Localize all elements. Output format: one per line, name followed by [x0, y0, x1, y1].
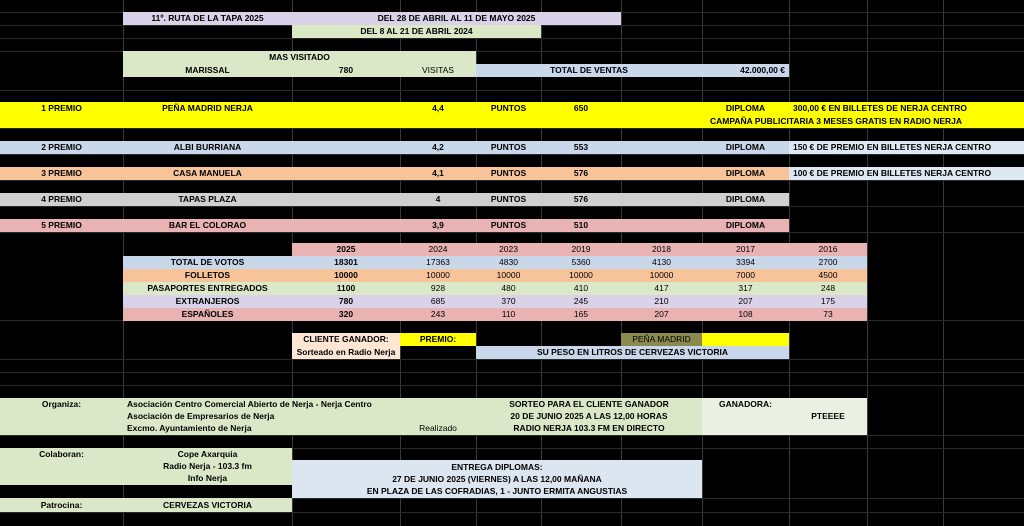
winner-label[interactable]: GANADORA:: [719, 399, 772, 410]
stats-year-header[interactable]: 2024: [400, 243, 476, 256]
stats-cell[interactable]: 10000: [541, 269, 621, 282]
stats-cell[interactable]: 10000: [476, 269, 541, 282]
prize-1-award[interactable]: DIPLOMA: [725, 103, 766, 114]
prize-1-extra-2[interactable]: CAMPAÑA PUBLICITARIA 3 MESES GRATIS EN RADIO NERJA: [709, 116, 963, 127]
prize-4-award[interactable]: DIPLOMA: [725, 194, 766, 205]
raffle-line-1[interactable]: SORTEO PARA EL CLIENTE GANADOR: [509, 399, 669, 410]
row-line: [0, 90, 1024, 91]
delivery-line-3[interactable]: EN PLAZA DE LAS COFRADIAS, 1 - JUNTO ERMITA ANGUSTIAS: [366, 485, 628, 496]
prize-1-score[interactable]: 4,4: [432, 103, 444, 114]
prize-2-votes[interactable]: 553: [573, 142, 589, 153]
prize-4-name[interactable]: TAPAS PLAZA: [178, 194, 237, 205]
prize-3-votes[interactable]: 576: [573, 168, 589, 179]
stats-cell[interactable]: 165: [541, 308, 621, 321]
client-prize-label[interactable]: PREMIO:: [400, 333, 476, 346]
row-line: [0, 512, 1024, 513]
sponsor-label[interactable]: Patrocina:: [40, 499, 83, 510]
most-visited-label[interactable]: MAS VISITADO: [123, 51, 476, 64]
event-dates-2024[interactable]: DEL 8 AL 21 DE ABRIL 2024: [292, 25, 541, 38]
stats-cell[interactable]: 928: [400, 282, 476, 295]
collaborator-1[interactable]: Cope Axarquia: [177, 449, 238, 460]
organize-label[interactable]: Organiza:: [41, 399, 82, 410]
prize-2-score[interactable]: 4,2: [432, 142, 444, 153]
stats-cell[interactable]: 245: [541, 295, 621, 308]
raffle-label[interactable]: Sorteado en Radio Nerja: [292, 346, 400, 359]
stats-cell[interactable]: 480: [476, 282, 541, 295]
row-line: [0, 206, 1024, 207]
stats-row-label[interactable]: EXTRANJEROS: [123, 295, 292, 308]
stats-year-header[interactable]: 2016: [789, 243, 867, 256]
stats-cell[interactable]: 7000: [702, 269, 789, 282]
raffle-line-3[interactable]: RADIO NERJA 103.3 FM EN DIRECTO: [513, 423, 665, 434]
row-line: [0, 38, 1024, 39]
row-line: [0, 435, 1024, 436]
stats-cell[interactable]: 210: [621, 295, 702, 308]
delivery-line-1[interactable]: ENTREGA DIPLOMAS:: [451, 461, 543, 472]
stats-cell[interactable]: 1100: [292, 282, 400, 295]
prize-5-name[interactable]: BAR EL COLORAO: [168, 220, 247, 231]
stats-cell[interactable]: 780: [292, 295, 400, 308]
prize-3-extra[interactable]: 100 € DE PREMIO EN BILLETES NERJA CENTRO: [789, 167, 1024, 180]
client-winner-label[interactable]: CLIENTE GANADOR:: [292, 333, 400, 346]
prize-2-name[interactable]: ALBI BURRIANA: [173, 142, 242, 153]
prize-2-extra[interactable]: 150 € DE PREMIO EN BILLETES NERJA CENTRO: [789, 141, 1024, 154]
most-visited-name[interactable]: MARISSAL: [123, 64, 292, 77]
prize-5-award[interactable]: DIPLOMA: [725, 220, 766, 231]
prize-5-points-label[interactable]: PUNTOS: [490, 220, 527, 231]
prize-2-rank[interactable]: 2 PREMIO: [41, 142, 82, 153]
prize-5-votes[interactable]: 510: [573, 220, 589, 231]
stats-cell[interactable]: 207: [621, 308, 702, 321]
stats-cell[interactable]: 10000: [292, 269, 400, 282]
stats-cell[interactable]: 320: [292, 308, 400, 321]
prize-4-score[interactable]: 4: [435, 194, 441, 205]
stats-cell[interactable]: 4130: [621, 256, 702, 269]
client-winner-value[interactable]: PEÑA MADRID: [621, 333, 702, 346]
prize-2-points-label[interactable]: PUNTOS: [490, 142, 527, 153]
stats-cell[interactable]: 110: [476, 308, 541, 321]
total-sales-label[interactable]: TOTAL DE VENTAS: [476, 64, 702, 77]
row-line: [0, 232, 1024, 233]
stats-cell[interactable]: 175: [789, 295, 867, 308]
prize-3-points-label[interactable]: PUNTOS: [490, 168, 527, 179]
row-line: [0, 180, 1024, 181]
organizer-3[interactable]: Excmo. Ayuntamiento de Nerja: [127, 423, 252, 434]
stats-cell[interactable]: 10000: [621, 269, 702, 282]
collaborate-label[interactable]: Colaboran:: [39, 449, 84, 460]
collaborator-2[interactable]: Radio Nerja - 103.3 fm: [163, 461, 252, 472]
prize-1-votes[interactable]: 650: [573, 103, 589, 114]
stats-year-header[interactable]: 2019: [541, 243, 621, 256]
prize-3-rank[interactable]: 3 PREMIO: [41, 168, 82, 179]
client-prize-value[interactable]: SU PESO EN LITROS DE CERVEZAS VICTORIA: [476, 346, 789, 359]
prize-2-award[interactable]: DIPLOMA: [725, 142, 766, 153]
total-sales-value[interactable]: 42.000,00 €: [702, 64, 789, 77]
stats-cell[interactable]: 4830: [476, 256, 541, 269]
stats-cell[interactable]: 248: [789, 282, 867, 295]
stats-year-header[interactable]: 2023: [476, 243, 541, 256]
raffle-line-2[interactable]: 20 DE JUNIO 2025 A LAS 12,00 HORAS: [510, 411, 668, 422]
stats-cell[interactable]: 2700: [789, 256, 867, 269]
visits-label[interactable]: VISITAS: [400, 64, 476, 77]
client-winner-highlight: [702, 333, 789, 346]
row-line: [0, 385, 1024, 386]
row-line: [0, 128, 1024, 129]
stats-cell[interactable]: 410: [541, 282, 621, 295]
stats-row-label[interactable]: PASAPORTES ENTREGADOS: [123, 282, 292, 295]
prize-3-score[interactable]: 4,1: [432, 168, 444, 179]
event-dates-2025[interactable]: DEL 28 DE ABRIL AL 11 DE MAYO 2025: [292, 12, 621, 25]
prize-3-award[interactable]: DIPLOMA: [725, 168, 766, 179]
stats-cell[interactable]: 243: [400, 308, 476, 321]
row-line: [0, 359, 1024, 360]
stats-year-header[interactable]: 2018: [621, 243, 702, 256]
prize-5-score[interactable]: 3,9: [432, 220, 444, 231]
stats-row-label[interactable]: TOTAL DE VOTOS: [123, 256, 292, 269]
prize-3-name[interactable]: CASA MANUELA: [173, 168, 242, 179]
stats-cell[interactable]: 10000: [400, 269, 476, 282]
stats-cell[interactable]: 73: [789, 308, 867, 321]
event-title[interactable]: 11º. RUTA DE LA TAPA 2025: [123, 12, 292, 25]
stats-cell[interactable]: 417: [621, 282, 702, 295]
stats-cell[interactable]: 370: [476, 295, 541, 308]
prize-1-rank[interactable]: 1 PREMIO: [41, 103, 82, 114]
prize-1-name[interactable]: PEÑA MADRID NERJA: [162, 103, 253, 114]
stats-row-label[interactable]: ESPAÑOLES: [123, 308, 292, 321]
row-line: [0, 372, 1024, 373]
stats-cell[interactable]: 18301: [292, 256, 400, 269]
stats-cell[interactable]: 317: [702, 282, 789, 295]
winner-value[interactable]: PTEEEE: [811, 411, 845, 422]
sponsor-name[interactable]: CERVEZAS VICTORIA: [163, 499, 252, 510]
stats-cell[interactable]: 108: [702, 308, 789, 321]
organizer-1[interactable]: Asociación Centro Comercial Abierto de Nerja - Nerja Centro: [127, 399, 372, 410]
stats-cell[interactable]: 3394: [702, 256, 789, 269]
prize-4-points-label[interactable]: PUNTOS: [490, 194, 527, 205]
stats-cell[interactable]: 5360: [541, 256, 621, 269]
most-visited-count[interactable]: 780: [292, 64, 400, 77]
stats-row-label[interactable]: FOLLETOS: [123, 269, 292, 282]
collaborator-3[interactable]: Info Nerja: [187, 473, 228, 484]
prize-4-rank[interactable]: 4 PREMIO: [41, 194, 82, 205]
prize-1-points-label[interactable]: PUNTOS: [490, 103, 527, 114]
stats-cell[interactable]: 207: [702, 295, 789, 308]
realizado-label[interactable]: Realizado: [419, 423, 457, 434]
stats-cell[interactable]: 685: [400, 295, 476, 308]
stats-cell[interactable]: 17363: [400, 256, 476, 269]
stats-year-header[interactable]: 2017: [702, 243, 789, 256]
prize-4-votes[interactable]: 576: [573, 194, 589, 205]
prize-1-extra[interactable]: 300,00 € EN BILLETES DE NERJA CENTRO: [793, 103, 967, 114]
stats-cell[interactable]: 4500: [789, 269, 867, 282]
delivery-line-2[interactable]: 27 DE JUNIO 2025 (VIERNES) A LAS 12,00 MAÑANA: [392, 473, 602, 484]
prize-5-rank[interactable]: 5 PREMIO: [41, 220, 82, 231]
row-line: [0, 154, 1024, 155]
stats-year-header[interactable]: 2025: [292, 243, 400, 256]
organizer-2[interactable]: Asociación de Empresarios de Nerja: [127, 411, 275, 422]
